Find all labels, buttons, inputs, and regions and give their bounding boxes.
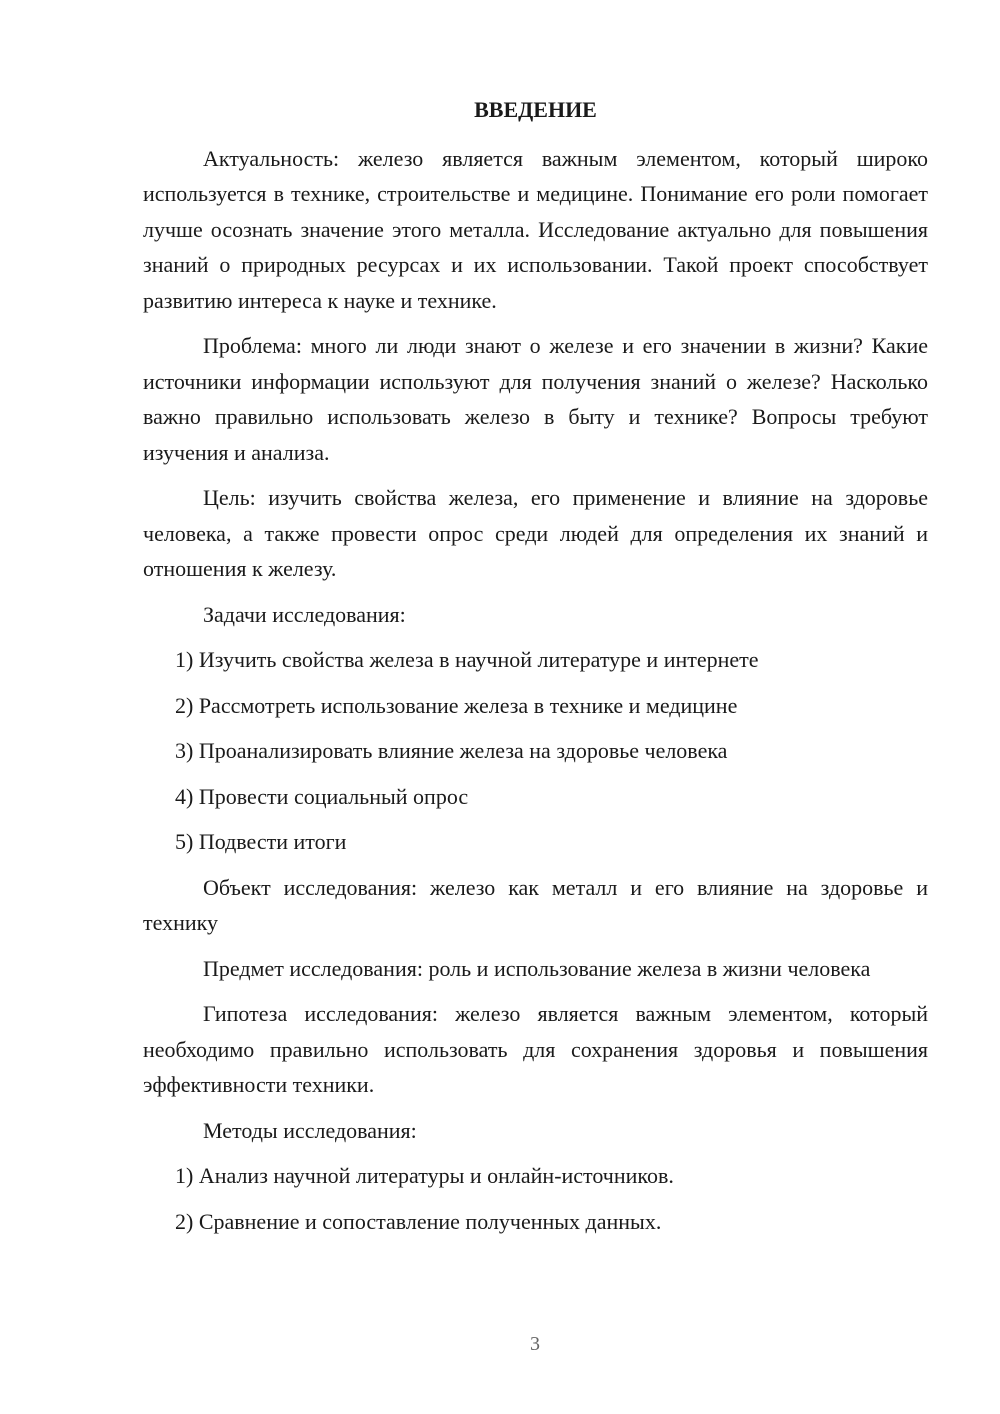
task-item: 4) Провести социальный опрос xyxy=(175,783,469,809)
task-item: 1) Изучить свойства железа в научной литературе и интернете xyxy=(175,647,759,672)
object-paragraph: Объект исследования: железо как металл и его влияние на здоровье и технику xyxy=(143,874,928,935)
methods-list xyxy=(143,1158,928,1239)
task-item: 2) Рассмотреть использование железа в технике и медицине xyxy=(175,692,738,718)
document-page xyxy=(143,92,928,1249)
relevance-paragraph: Актуальность: железо является важным элементом, который широко используется в технике, строительстве и медицине. Понимание его роли помогает лучше осознать значение этого металла. Исследование актуально для повышения знаний о природных ресурсах и их использовании. Такой проект способствует развитию интереса к науке и технике. xyxy=(143,145,928,313)
document-title: ВВЕДЕНИЕ xyxy=(474,97,597,122)
tasks-heading: Задачи исследования: xyxy=(203,601,406,627)
methods-heading: Методы исследования: xyxy=(203,1117,417,1143)
method-item: 2) Сравнение и сопоставление полученных данных. xyxy=(175,1208,662,1234)
problem-paragraph: Проблема: много ли люди знают о железе и его значении в жизни? Какие источники информации используют для получения знаний о железе? Насколько важно правильно использовать железо в быту и технике? Вопросы требуют изучения и анализа. xyxy=(143,333,928,465)
task-item: 5) Подвести итоги xyxy=(175,829,347,854)
task-item: 3) Проанализировать влияние железа на здоровье человека xyxy=(175,738,728,763)
page-number: 3 xyxy=(530,1333,540,1355)
subject-paragraph: Предмет исследования: роль и использование железа в жизни человека xyxy=(203,955,871,981)
hypothesis-paragraph: Гипотеза исследования: железо является важным элементом, который необходимо правильно использовать для сохранения здоровья и повышения эффективности техники. xyxy=(143,1001,928,1097)
method-item: 1) Анализ научной литературы и онлайн-источников. xyxy=(175,1163,674,1188)
goal-paragraph: Цель: изучить свойства железа, его применение и влияние на здоровье человека, а также провести опрос среди людей для определения их знаний и отношения к железу. xyxy=(143,485,928,581)
tasks-list xyxy=(143,642,928,860)
